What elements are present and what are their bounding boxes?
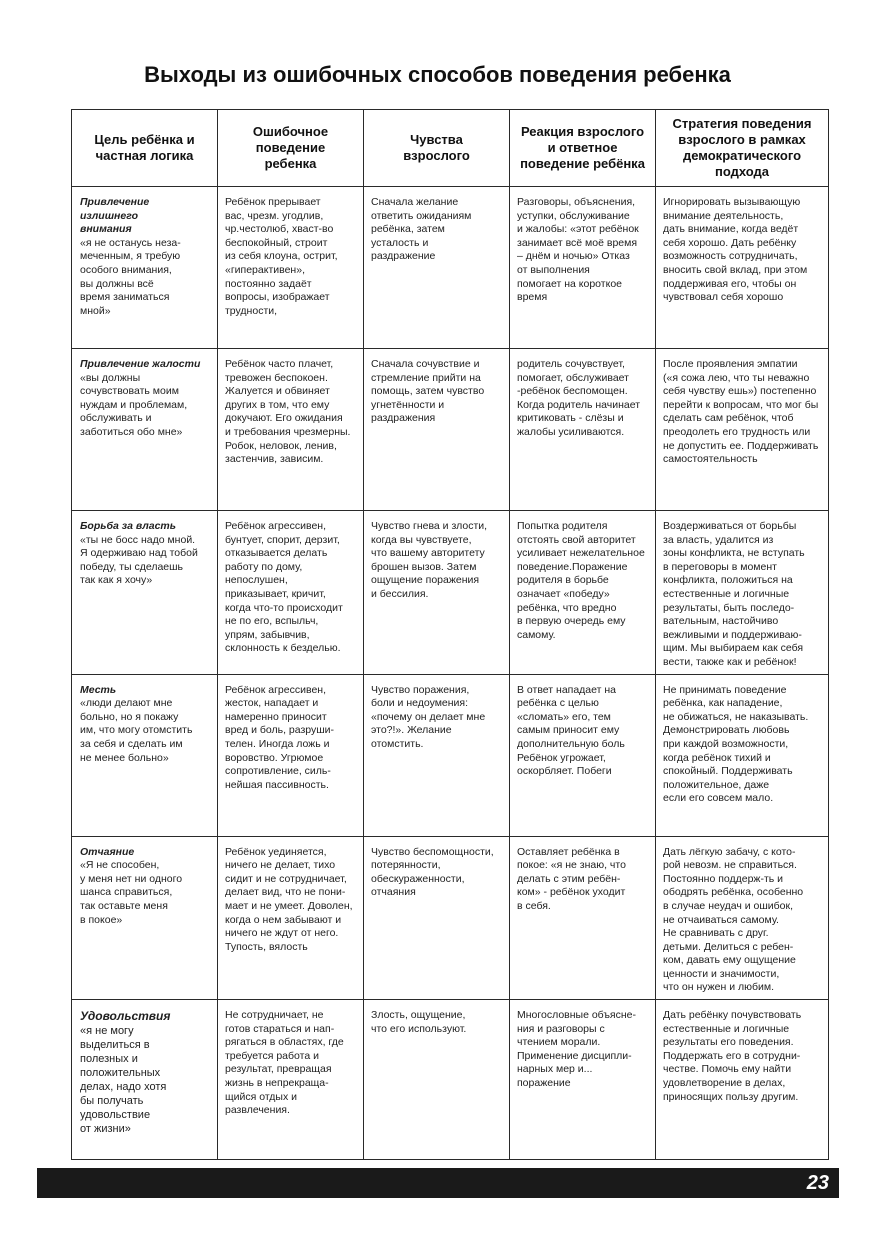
goal-cell (72, 187, 218, 349)
strategy-cell: Не принимать поведение ребёнка, как нападение, не обижаться, не наказывать. Демонстрировать любовь при каждой возможности, когда ребёнок тихий и спокойный. Поддерживать положительное, даже если его совсем мало. (656, 674, 829, 836)
goal-title: Удовольствия (80, 1009, 171, 1024)
behavior-cell: Не сотрудничает, не готов стараться и нап- рягаться в областях, где требуется работа и результат, превращая жизнь в непрекраща- щийся отдых и развлечения. (218, 1000, 364, 1160)
table-row (72, 674, 829, 836)
behavior-cell: Ребёнок уединяется, ничего не делает, тихо сидит и не сотрудничает, делает вид, что не пони- мает и не умеет. Доволен, когда о нем забывают и ничего не ждут от него. Тупость, вялость (218, 836, 364, 1000)
feelings-cell: Сначала желание ответить ожиданиям ребёнка, затем усталость и раздражение (364, 187, 510, 349)
feelings-cell: Сначала сочувствие и стремление прийти на помощь, затем чувство угнетённости и раздражения (364, 349, 510, 511)
header-goal-text: Цель ребёнка и частная логика (94, 132, 195, 163)
behavior-table-container (71, 109, 829, 1160)
behavior-cell: Ребёнок агрессивен, бунтует, спорит, дерзит, отказывается делать работу по дому, непослушен, приказывает, кричит, когда что-то происходит не по его, вспыльч, упрям, забывчив, склонность к безделью. (218, 511, 364, 675)
reaction-cell: В ответ нападает на ребёнка с целью «сломать» его, тем самым приносит ему дополнительную боль Ребёнок угрожает, оскорбляет. Побеги (510, 674, 656, 836)
goal-title: Борьба за власть (80, 520, 176, 532)
feelings-cell: Злость, ощущение, что его используют. (364, 1000, 510, 1160)
goal-cell (72, 674, 218, 836)
footer-bar (37, 1168, 839, 1198)
goal-cell (72, 349, 218, 511)
goal-title: Месть (80, 683, 117, 696)
strategy-cell: Дать ребёнку почувствовать естественные и логичные результаты его поведения. Поддержать его в сотрудни- честве. Помочь ему найти удовлетворение в делах, приносящих пользу другим. (656, 1000, 829, 1160)
behavior-cell: Ребёнок прерывает вас, чрезм. угодлив, чр.честолюб, хваст-во беспокойный, строит из себя клоуна, острит, «гиперактивен», постоянно задаёт вопросы, изображает трудности, (218, 187, 364, 349)
header-reaction (510, 110, 656, 187)
reaction-cell: Многословные объясне- ния и разговоры с чтением морали. Применение дисципли- нарных мер и... поражение (510, 1000, 656, 1160)
reaction-cell: Разговоры, объяснения, уступки, обслуживание и жалобы: «этот ребёнок занимает всё моё время – днём и ночью» Отказ от выполнения помогает на короткое время (510, 187, 656, 349)
strategy-cell: Дать лёгкую забачу, с кото- рой невозм. не справиться. Постоянно поддерж-ть и ободрять ребёнка, особенно в случае неудач и ошибок, не отчаиваться самому. Не сравнивать с друг. детьми. Делиться с ребен- ком, давать ему ощущение ценности и значимости, что он нужен и любим. (656, 836, 829, 1000)
goal-text: «Я не способен, у меня нет ни одного шанса справиться, так оставьте меня в покое» (80, 859, 183, 926)
strategy-cell: Игнорировать вызывающую внимание деятельность, дать внимание, когда ведёт себя хорошо. Дать ребёнку возможность сотрудничать, вносить свой вклад, при этом поддерживая его, чтобы он чувствовал себя хорошо (656, 187, 829, 349)
strategy-cell: После проявления эмпатии («я сожа лею, что ты неважно себя чувству ешь») постепенно перейти к вопросам, что мог бы сделать сам ребёнок, чтоб преодолеть его трудность или не допустить ее. Поддерживать самостоятельность (656, 349, 829, 511)
goal-text: «я не останусь неза- меченным, я требую особого внимания, вы должны всё время заниматься мной» (80, 236, 181, 317)
goal-title: Привлечение жалости (80, 358, 201, 370)
goal-cell (72, 836, 218, 1000)
table-row (72, 836, 829, 1000)
header-behavior (218, 110, 364, 187)
goal-text: «вы должны сочувствовать моим нуждам и проблемам, обслуживать и заботиться обо мне» (80, 371, 188, 438)
reaction-cell: родитель сочувствует, помогает, обслуживает -ребёнок беспомощен. Когда родитель начинает критиковать - слёзы и жалобы усиливаются. (510, 349, 656, 511)
goal-cell (72, 1000, 218, 1160)
header-reaction-text: Реакция взрослого и ответное поведение ребёнка (520, 124, 645, 171)
header-strategy-text: Стратегия поведения взрослого в рамках демократического подхода (672, 116, 812, 179)
goal-text: «я не могу выделиться в полезных и положительных делах, надо хотя бы получать удовольствие от жизни» (80, 1024, 167, 1135)
table-row (72, 187, 829, 349)
header-feelings-text: Чувства взрослого (403, 132, 470, 163)
feelings-cell: Чувство беспомощности, потерянности, обескураженности, отчаяния (364, 836, 510, 1000)
goal-text: «люди делают мне больно, но я покажу им, что могу отомстить за себя и сделать им не менее больно» (80, 697, 193, 764)
feelings-cell: Чувство поражения, боли и недоумения: «почему он делает мне это?!». Желание отомстить. (364, 674, 510, 836)
header-feelings (364, 110, 510, 187)
header-goal (72, 110, 218, 187)
goal-cell (72, 511, 218, 675)
page-number: 23 (806, 1172, 829, 1194)
strategy-cell: Воздерживаться от борьбы за власть, удалится из зоны конфликта, не вступать в переговоры в момент конфликта, положиться на естественные и логичные результаты, быть последо- вательным, настойчиво вежливыми и поддерживаю- щим. Мы выбираем как себя вести, также как и ребёнок! (656, 511, 829, 675)
behavior-cell: Ребёнок агрессивен, жесток, нападает и намеренно приносит вред и боль, разруши- телен. Иногда ложь и воровство. Угрюмое сопротивление, силь- нейшая пассивность. (218, 674, 364, 836)
header-strategy (656, 110, 829, 187)
goal-text: «ты не босс надо мной. Я одерживаю над тобой победу, ты сделаешь так как я хочу» (80, 533, 198, 587)
goal-title: Отчаяние (80, 845, 135, 858)
table-row (72, 511, 829, 675)
reaction-cell: Оставляет ребёнка в покое: «я не знаю, что делать с этим ребён- ком» - ребёнок уходит в себя. (510, 836, 656, 1000)
reaction-cell: Попытка родителя отстоять свой авторитет усиливает нежелательное поведение.Поражение родителя в борьбе означает «победу» ребёнка, что вредно в первую очередь ему самому. (510, 511, 656, 675)
behavior-cell: Ребёнок часто плачет, тревожен беспокоен. Жалуется и обвиняет других в том, что ему докучают. Его ожидания и требования чрезмерны. Робок, неловок, ленив, застенчив, зависим. (218, 349, 364, 511)
header-row (72, 110, 829, 187)
feelings-cell: Чувство гнева и злости, когда вы чувствуете, что вашему авторитету брошен вызов. Затем ощущение поражения и бессилия. (364, 511, 510, 675)
table-row (72, 349, 829, 511)
header-behavior-text: Ошибочное поведение ребенка (252, 124, 329, 171)
table-row (72, 1000, 829, 1160)
page-title: Выходы из ошибочных способов поведения ребенка (144, 62, 731, 87)
goal-title: Привлечение излишнего внимания (80, 196, 150, 236)
behavior-table (71, 109, 829, 1160)
